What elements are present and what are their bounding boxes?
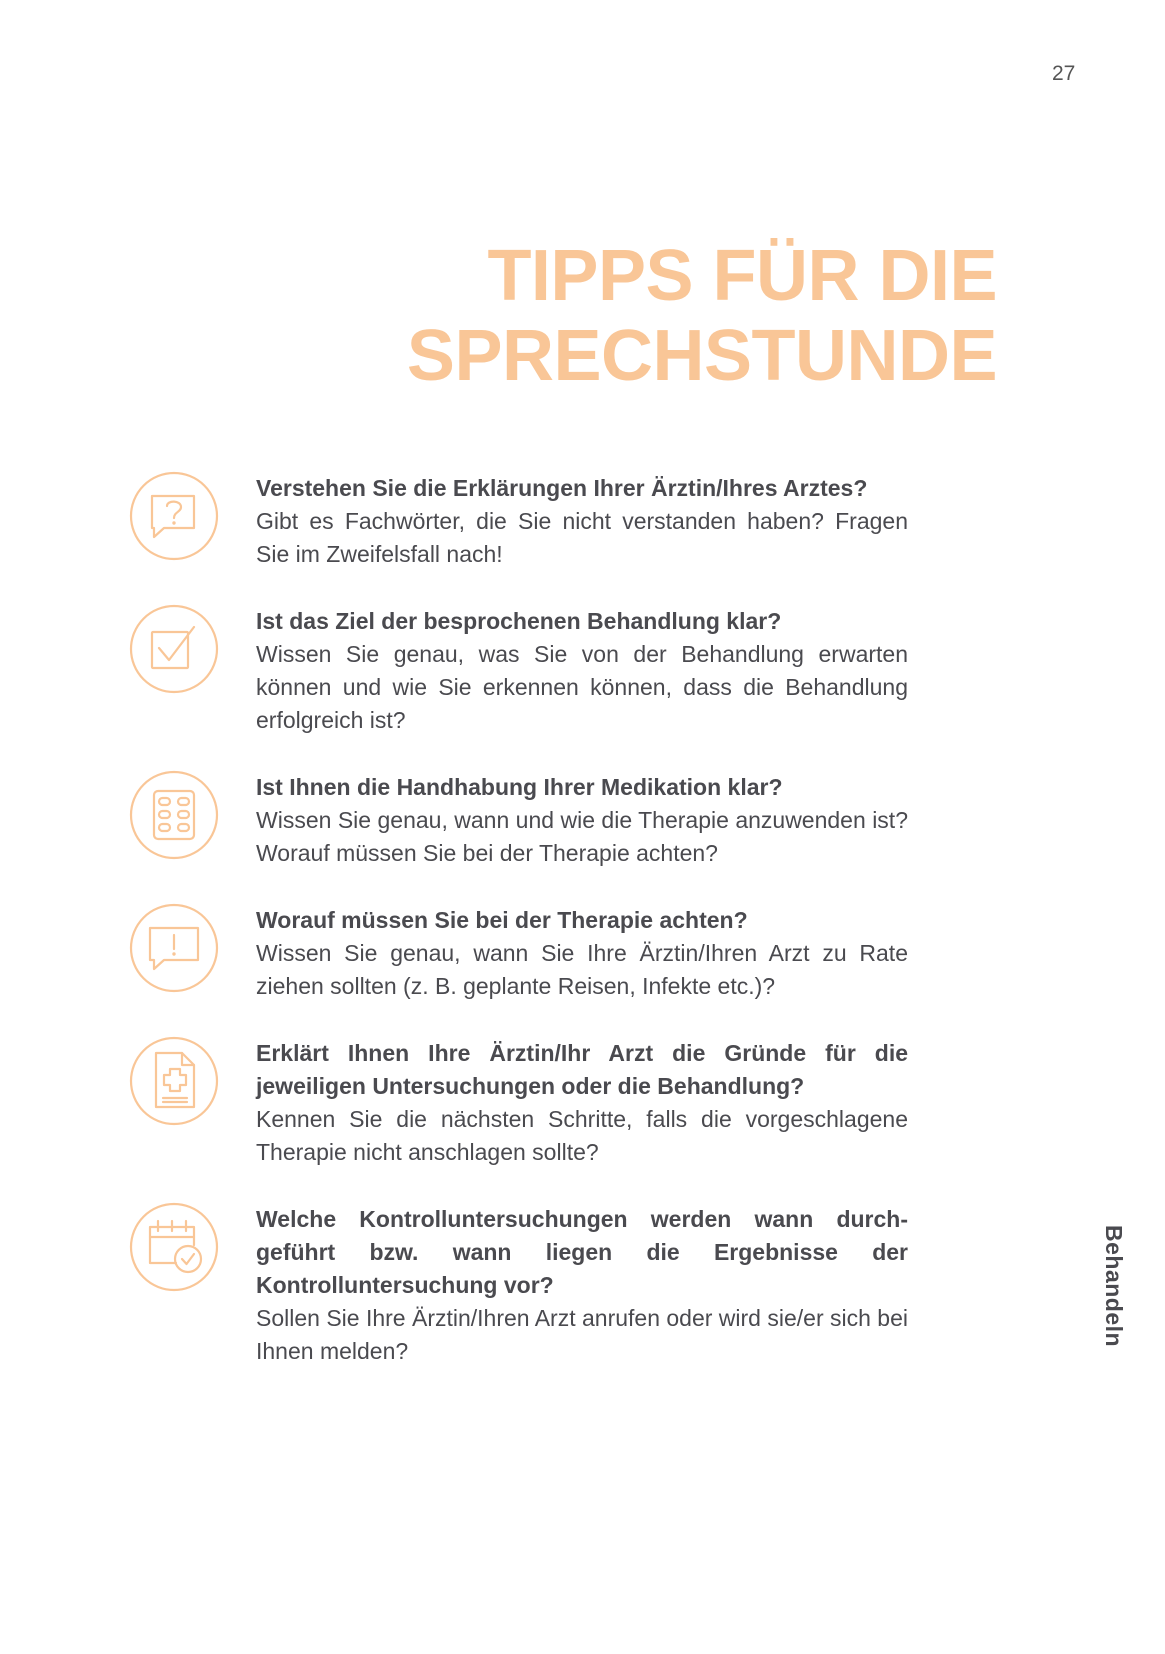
tip-question: Ist Ihnen die Handhabung Ihrer Medikation klar? [256, 774, 783, 800]
tip-answer: Wissen Sie genau, wann und wie die Therapie anzuwenden ist? Worauf müssen Sie bei der Therapie achten? [256, 807, 908, 866]
tip-text [256, 771, 908, 870]
page-number: 27 [1052, 62, 1076, 85]
tip-text [256, 605, 908, 737]
tip-question: Verstehen Sie die Erklärungen Ihrer Ärztin/Ihres Arztes? [256, 475, 868, 501]
tip-item [128, 472, 908, 571]
tip-item [128, 771, 908, 870]
tip-question: Welche Kontrolluntersuchungen werden wann durch-geführt bzw. wann liegen die Ergebnisse der Kontrolluntersuchung vor? [256, 1206, 908, 1298]
tip-item [128, 605, 908, 737]
page-title-line-2: SPRECHSTUNDE [406, 316, 997, 396]
tip-text [256, 904, 908, 1003]
exclamation-speech-bubble-icon [128, 902, 222, 994]
page-title [297, 236, 997, 396]
page-title-line-1: TIPPS FÜR DIE [487, 236, 997, 316]
section-side-label: Behandeln [1101, 1225, 1127, 1348]
medical-document-icon [128, 1035, 222, 1127]
tip-item [128, 1203, 908, 1368]
tips-list [128, 472, 908, 1402]
tip-question: Worauf müssen Sie bei der Therapie achten? [256, 907, 748, 933]
tip-item [128, 1037, 908, 1169]
calendar-check-icon [128, 1201, 222, 1293]
tip-answer: Gibt es Fachwörter, die Sie nicht verstanden haben? Fragen Sie im Zweifelsfall nach! [256, 508, 908, 567]
tip-item [128, 904, 908, 1003]
tip-question: Erklärt Ihnen Ihre Ärztin/Ihr Arzt die Gründe für die jeweiligen Untersuchungen oder die Behandlung? [256, 1040, 908, 1099]
tip-text [256, 1037, 908, 1169]
tip-text [256, 1203, 908, 1368]
pill-blister-icon [128, 769, 222, 861]
tip-answer: Wissen Sie genau, wann Sie Ihre Ärztin/Ihren Arzt zu Rate ziehen sollten (z. B. geplante Reisen, Infekte etc.)? [256, 940, 908, 999]
tip-question: Ist das Ziel der besprochenen Behandlung klar? [256, 608, 782, 634]
tip-answer: Wissen Sie genau, was Sie von der Behandlung erwarten können und wie Sie erkennen können, dass die Behandlung erfolgreich ist? [256, 641, 908, 733]
checkbox-check-icon [128, 603, 222, 695]
tip-text [256, 472, 908, 571]
tip-answer: Kennen Sie die nächsten Schritte, falls die vorgeschlagene Therapie nicht anschlagen sollte? [256, 1106, 908, 1165]
question-speech-bubble-icon [128, 470, 222, 562]
tip-answer: Sollen Sie Ihre Ärztin/Ihren Arzt anrufen oder wird sie/er sich bei Ihnen melden? [256, 1305, 908, 1364]
